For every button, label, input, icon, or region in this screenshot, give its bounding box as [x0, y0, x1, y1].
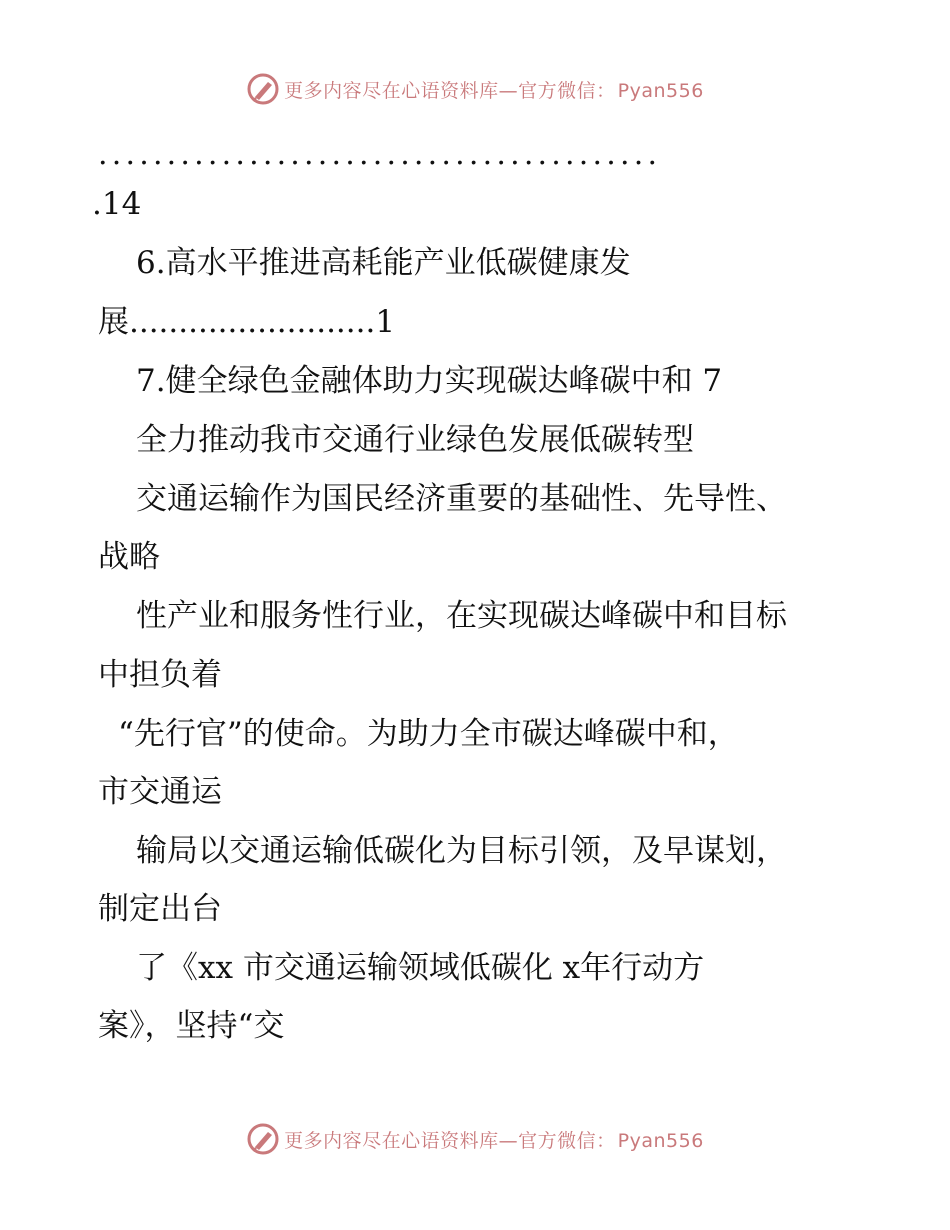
- pen-logo-icon: [246, 72, 280, 106]
- toc-page-number: .14: [92, 186, 142, 222]
- header-watermark: [0, 72, 950, 106]
- pen-logo-icon: [246, 1122, 280, 1156]
- paragraph-line: 案》，坚持“交: [98, 1008, 285, 1044]
- paragraph-line: 战略: [98, 539, 160, 575]
- toc-leader-dots: .........................................: [98, 137, 662, 172]
- watermark-text: 更多内容尽在心语资料库—官方微信： Pyan556: [284, 79, 704, 102]
- paragraph-line: 市交通运: [98, 774, 222, 810]
- paragraph-line: 输局以交通运输低碳化为目标引领，及早谋划，: [136, 833, 787, 869]
- paragraph-line: 中担负着: [98, 657, 222, 693]
- paragraph-line: “先行官”的使命。为助力全市碳达峰碳中和，: [118, 716, 739, 752]
- toc-entry-6: 6.高水平推进高耗能产业低碳健康发: [136, 245, 631, 281]
- watermark-text: 更多内容尽在心语资料库—官方微信： Pyan556: [284, 1129, 704, 1152]
- paragraph-line: 了《xx 市交通运输领域低碳化 x年行动方: [136, 950, 705, 986]
- footer-watermark: [0, 1122, 950, 1156]
- toc-entry-6-cont: 展.........................1: [98, 304, 396, 340]
- paragraph-line: 性产业和服务性行业，在实现碳达峰碳中和目标: [136, 598, 787, 634]
- toc-entry-7: 7.健全绿色金融体助力实现碳达峰碳中和 7: [136, 363, 723, 399]
- paragraph-line: 交通运输作为国民经济重要的基础性、先导性、: [136, 481, 787, 517]
- paragraph-line: 制定出台: [98, 891, 222, 927]
- section-heading: 全力推动我市交通行业绿色发展低碳转型: [136, 422, 694, 458]
